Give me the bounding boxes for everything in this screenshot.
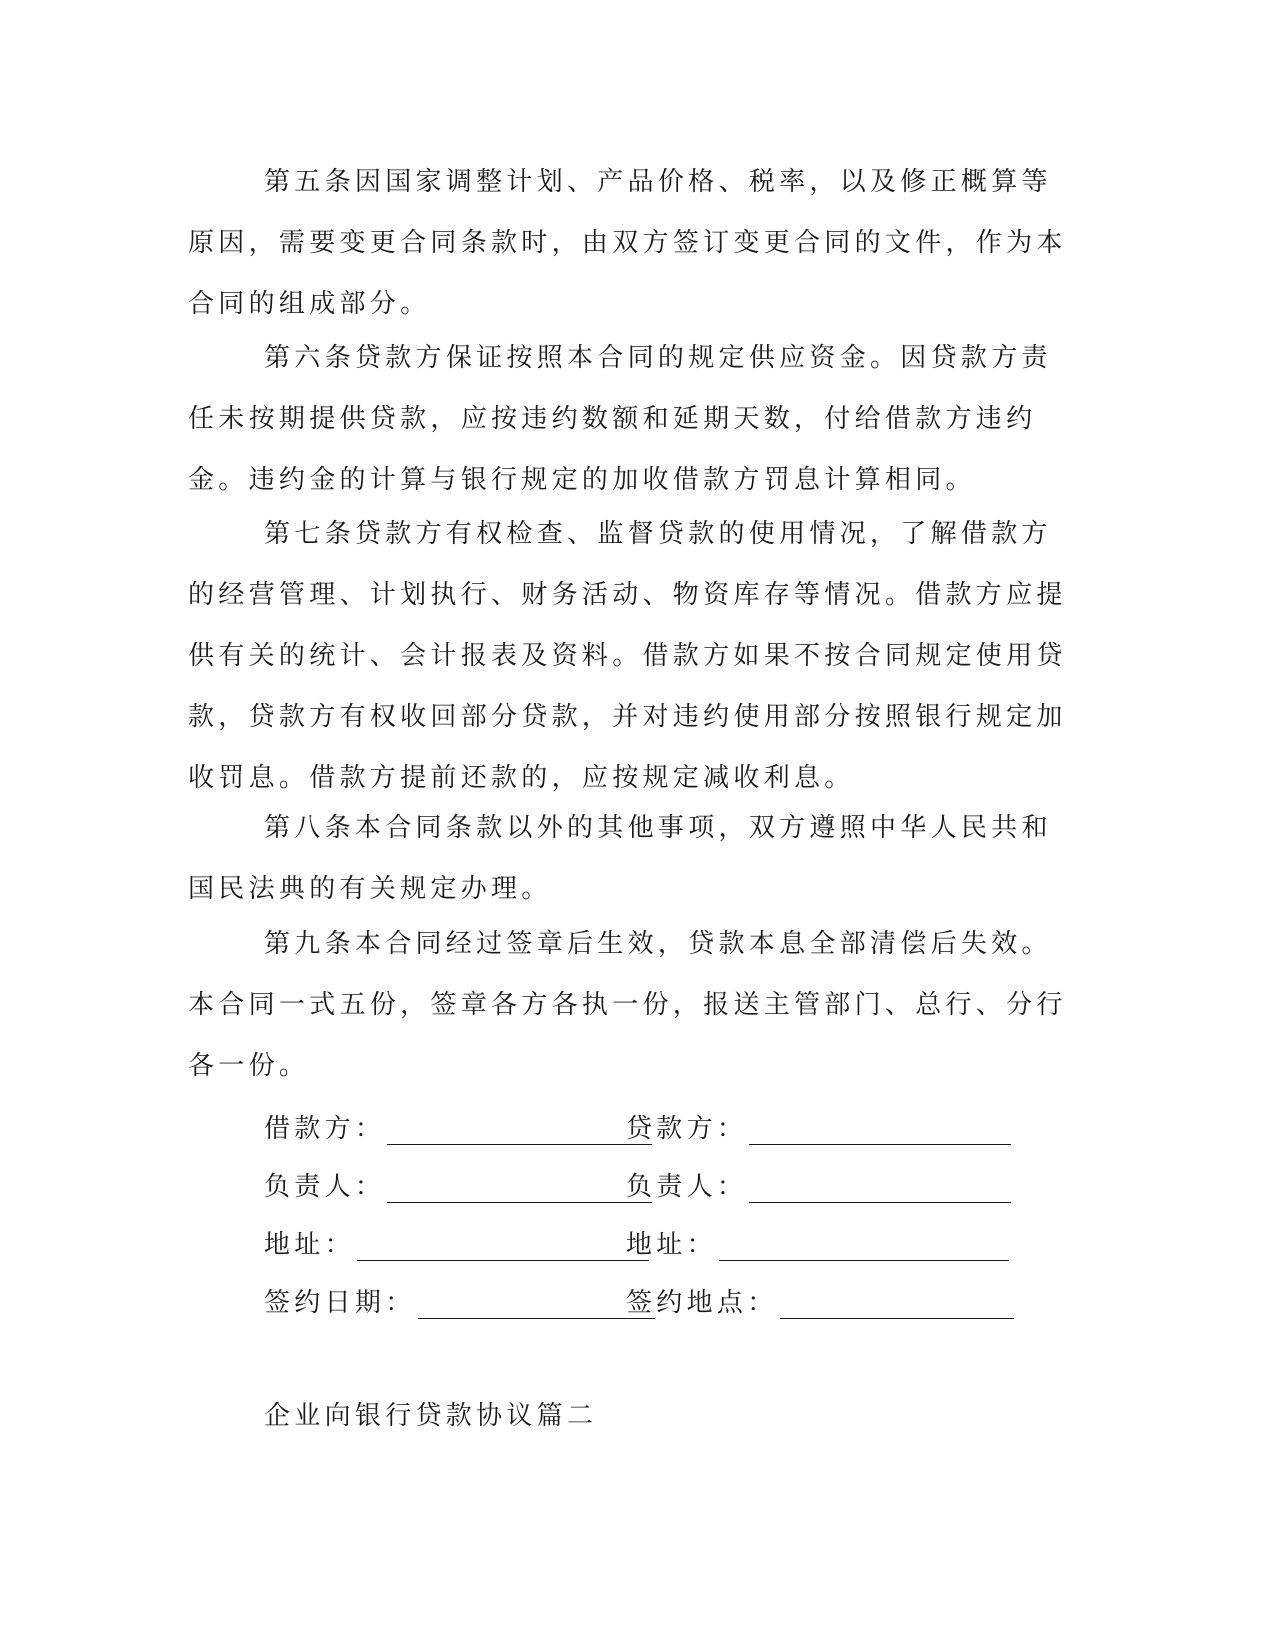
borrower-person-blank-line[interactable] xyxy=(387,1174,652,1203)
article-5: 第五条因国家调整计划、产品价格、税率，以及修正概算等原因，需要变更合同条款时，由双方签订变更合同的文件，作为本合同的组成部分。 xyxy=(188,167,1067,319)
sign-place-label: 签约地点： xyxy=(626,1288,778,1318)
article-9: 第九条本合同经过签章后生效，贷款本息全部清偿后失效。本合同一式五份，签章各方各执一份，报送主管部门、总行、分行各一份。 xyxy=(188,929,1067,1081)
borrower-address-blank-line[interactable] xyxy=(357,1232,649,1261)
lender-label: 贷款方： xyxy=(626,1114,748,1144)
borrower-address-field xyxy=(264,1224,649,1261)
lender-blank-line[interactable] xyxy=(749,1116,1011,1145)
borrower-person-label: 负责人： xyxy=(264,1172,386,1202)
lender-address-field xyxy=(626,1224,1009,1261)
article-6: 第六条贷款方保证按照本合同的规定供应资金。因贷款方责任未按期提供贷款，应按违约数额和延期天数，付给借款方违约金。违约金的计算与银行规定的加收借款方罚息计算相同。 xyxy=(188,343,1052,495)
lender-address-label: 地址： xyxy=(626,1230,717,1260)
lender-person-label: 负责人： xyxy=(626,1172,748,1202)
lender-person-blank-line[interactable] xyxy=(749,1174,1011,1203)
sign-date-blank-line[interactable] xyxy=(418,1290,655,1319)
lender-person-field xyxy=(626,1166,1011,1203)
sign-date-field xyxy=(264,1282,655,1319)
borrower-label: 借款方： xyxy=(264,1114,386,1144)
lender-field xyxy=(626,1108,1011,1145)
sign-place-blank-line[interactable] xyxy=(780,1290,1014,1319)
lender-address-blank-line[interactable] xyxy=(719,1232,1009,1261)
article-7: 第七条贷款方有权检查、监督贷款的使用情况，了解借款方的经营管理、计划执行、财务活动、物资库存等情况。借款方应提供有关的统计、会计报表及资料。借款方如果不按合同规定使用贷款，贷款方有权收回部分贷款，并对违约使用部分按照银行规定加收罚息。借款方提前还款的，应按规定减收利息。 xyxy=(188,519,1067,793)
borrower-person-field xyxy=(264,1166,652,1203)
borrower-field xyxy=(264,1108,652,1145)
sign-date-label: 签约日期： xyxy=(264,1288,416,1318)
next-section-title: 企业向银行贷款协议篇二 xyxy=(264,1401,598,1431)
sign-place-field xyxy=(626,1282,1014,1319)
borrower-blank-line[interactable] xyxy=(387,1116,652,1145)
borrower-address-label: 地址： xyxy=(264,1230,355,1260)
article-8: 第八条本合同条款以外的其他事项，双方遵照中华人民共和国民法典的有关规定办理。 xyxy=(188,813,1052,904)
